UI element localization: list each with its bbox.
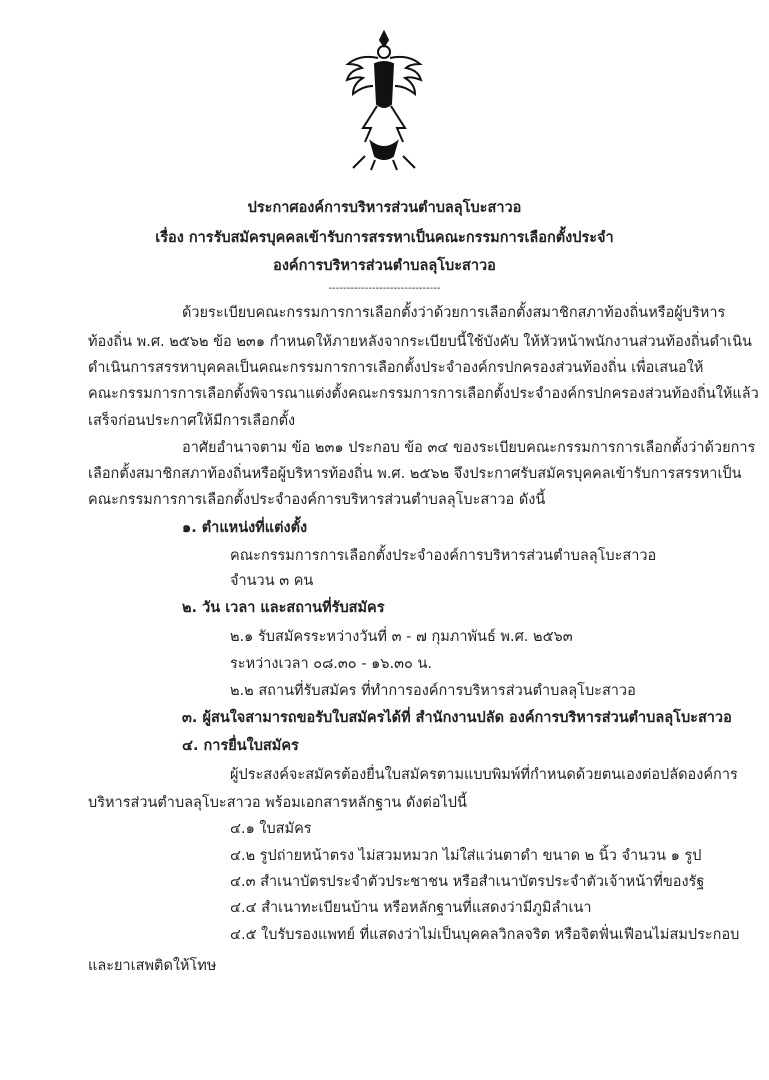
subject-line: เรื่อง การรับสมัครบุคคลเข้ารับการสรรหาเป็นคณะกรรมการเลือกตั้งประจำ <box>155 230 614 246</box>
section-line: ๒.๒ สถานที่รับสมัคร ที่ทำการองค์การบริหารส่วนตำบลลุโบะสาวอ <box>230 683 636 699</box>
section-line: จำนวน ๓ คน <box>230 573 314 589</box>
paragraph-line: เสร็จก่อนประกาศให้มีการเลือกตั้ง <box>88 413 296 429</box>
list-item: ๔.๔ สำเนาทะเบียนบ้าน หรือหลักฐานที่แสดงว่ามีภูมิลำเนา <box>230 900 592 916</box>
paragraph-line: ด้วยระเบียบคณะกรรมการการเลือกตั้งว่าด้วยการเลือกตั้งสมาชิกสภาท้องถิ่นหรือผู้บริหาร <box>182 305 726 321</box>
list-item: ๔.๓ สำเนาบัตรประจำตัวประชาชน หรือสำเนาบัตรประจำตัวเจ้าหน้าที่ของรัฐ <box>230 874 705 890</box>
paragraph-line: ดำเนินการสรรหาบุคคลเป็นคณะกรรมการการเลือกตั้งประจำองค์กรปกครองส่วนท้องถิ่น เพื่อเสนอให้ <box>88 360 704 376</box>
subject-line-2: องค์การบริหารส่วนตำบลลุโบะสาวอ <box>273 258 496 274</box>
list-item: ๔.๕ ใบรับรองแพทย์ ที่แสดงว่าไม่เป็นบุคคลวิกลจริต หรือจิตฟั่นเฟือนไม่สมประกอบ <box>230 927 740 943</box>
section-line: ๒.๑ รับสมัครระหว่างวันที่ ๓ - ๗ กุมภาพันธ์ พ.ศ. ๒๕๖๓ <box>230 629 573 645</box>
section-heading: ๒. วัน เวลา และสถานที่รับสมัคร <box>182 600 385 616</box>
paragraph-line: คณะกรรมการการเลือกตั้งประจำองค์การบริหารส่วนตำบลลุโบะสาวอ ดังนี้ <box>88 492 546 508</box>
garuda-emblem-icon <box>345 28 423 173</box>
list-item-continuation: และยาเสพติดให้โทษ <box>88 958 217 974</box>
announcement-title: ประกาศองค์การบริหารส่วนตำบลลุโบะสาวอ <box>247 200 522 216</box>
list-item: ๔.๑ ใบสมัคร <box>230 821 312 837</box>
paragraph-line: คณะกรรมการการเลือกตั้งพิจารณาแต่งตั้งคณะกรรมการการเลือกตั้งประจำองค์กรปกครองส่วนท้องถิ่นให้แล้ว <box>88 386 759 402</box>
section-line: ผู้ประสงค์จะสมัครต้องยื่นใบสมัครตามแบบพิมพ์ที่กำหนดด้วยตนเองต่อปลัดองค์การ <box>230 767 738 783</box>
divider: ------------------------------- <box>328 283 441 294</box>
section-line: คณะกรรมการการเลือกตั้งประจำองค์การบริหารส่วนตำบลลุโบะสาวอ <box>230 548 657 564</box>
paragraph-line: ท้องถิ่น พ.ศ. ๒๕๖๒ ข้อ ๒๓๑ กำหนดให้ภายหลังจากระเบียบนี้ใช้บังคับ ให้หัวหน้าพนักงานส่วนท้องถิ่นดำเนิน <box>88 334 752 350</box>
section-line: ระหว่างเวลา ๐๘.๓๐ - ๑๖.๓๐ น. <box>230 656 433 672</box>
paragraph-line: เลือกตั้งสมาชิกสภาท้องถิ่นหรือผู้บริหารท้องถิ่น พ.ศ. ๒๕๖๒ จึงประกาศรับสมัครบุคคลเข้ารับการสรรหาเป็น <box>88 466 742 482</box>
section-heading: ๔. การยื่นใบสมัคร <box>182 738 299 754</box>
section-heading: ๑. ตำแหน่งที่แต่งตั้ง <box>182 520 308 536</box>
paragraph-line: อาศัยอำนาจตาม ข้อ ๒๓๑ ประกอบ ข้อ ๓๔ ของระเบียบคณะกรรมการการเลือกตั้งว่าด้วยการ <box>182 440 756 456</box>
list-item: ๔.๒ รูปถ่ายหน้าตรง ไม่สวมหมวก ไม่ใส่แว่นตาดำ ขนาด ๒ นิ้ว จำนวน ๑ รูป <box>230 848 702 864</box>
section-heading: ๓. ผู้สนใจสามารถขอรับใบสมัครได้ที่ สำนักงานปลัด องค์การบริหารส่วนตำบลลุโบะสาวอ <box>182 710 732 726</box>
section-line: บริหารส่วนตำบลลุโบะสาวอ พร้อมเอกสารหลักฐาน ดังต่อไปนี้ <box>88 795 467 811</box>
